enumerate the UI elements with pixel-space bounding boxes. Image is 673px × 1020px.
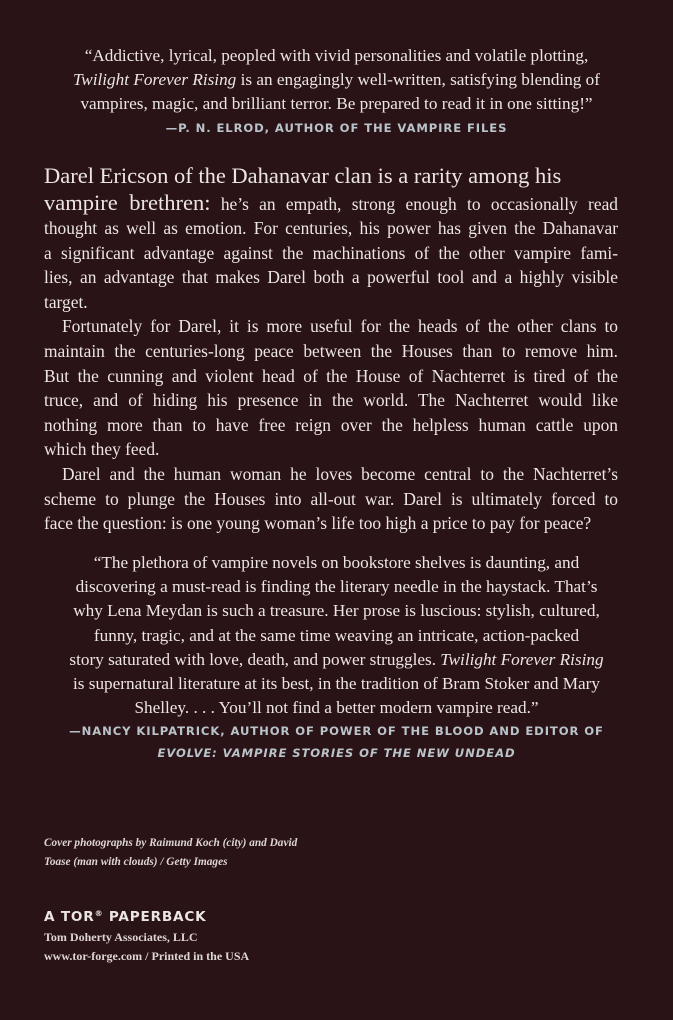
book-title-italic: Twilight Forever Rising (440, 649, 604, 669)
description-lead-line: Darel Ericson of the Dahanavar clan is a rarity among his (44, 163, 562, 188)
description-line: truce, and of hiding his presence in the world. The Nachterret would like (44, 390, 618, 411)
book-description (44, 162, 618, 536)
quote-line: why Lena Meydan is such a treasure. Her prose is luscious: stylish, cultured, (73, 601, 600, 621)
credit-line: Toase (man with clouds) / Getty Images (44, 856, 228, 868)
description-line: scheme to plunge the Houses into all-out war. Darel is ultimately forced to (44, 488, 618, 509)
book-title-italic: Twilight Forever Rising (72, 70, 237, 89)
quote-line: “The plethora of vampire novels on bookstore shelves is daunting, and (93, 553, 580, 572)
quote-line: “Addictive, lyrical, peopled with vivid personalities and volatile plotting, (84, 46, 589, 65)
description-line: But the cunning and violent head of the House of Nachterret is tired of the (44, 365, 618, 386)
description-line: thought as well as emotion. For centuries, his power has given the Dahanavar (44, 218, 618, 238)
publisher-website: www.tor-forge.com / Printed in the USA (44, 949, 250, 963)
description-line: nothing more than to have free reign over the helpless human cattle upon (44, 414, 618, 435)
description-line: Darel and the human woman he loves become central to the Nachterret’s (62, 463, 618, 484)
imprint-title: A TOR® PAPERBACK (44, 909, 207, 925)
quote-line: Shelley. . . . You’ll not find a better modern vampire read.” (134, 698, 539, 718)
photo-credits (44, 834, 297, 872)
bottom-blurb-attribution-title: EVOLVE: VAMPIRE STORIES OF THE NEW UNDEAD (157, 746, 516, 761)
description-line: Fortunately for Darel, it is more useful for the heads of the other clans to (62, 316, 618, 337)
top-blurb-attribution: —P. N. ELROD, AUTHOR OF THE VAMPIRE FILES (165, 121, 508, 135)
top-blurb-quote (50, 44, 623, 140)
quote-line: vampires, magic, and brilliant terror. Be prepared to read it in one sitting!” (80, 94, 593, 113)
bottom-blurb-attribution: —NANCY KILPATRICK, AUTHOR OF POWER OF THE BLOOD AND EDITOR OF (69, 724, 604, 739)
quote-line: funny, tragic, and at the same time weaving an intricate, action-packed (93, 625, 580, 645)
description-line: which they feed. (44, 439, 160, 460)
description-line: maintain the centuries-long peace between the Houses than to remove him. (44, 340, 618, 361)
publisher-name: Tom Doherty Associates, LLC (44, 930, 198, 944)
bottom-blurb-quote (44, 551, 629, 764)
quote-line: is supernatural literature at its best, in the tradition of Bram Stoker and Mary (73, 674, 600, 694)
credit-line: Cover photographs by Raimund Koch (city) and David (44, 837, 298, 849)
description-line: face the question: is one young woman’s life too high a price to pay for peace? (44, 513, 592, 534)
quote-line: story saturated with love, death, and power struggles. Twilight Forever Rising (69, 649, 604, 669)
quote-line: Twilight Forever Rising is an engagingly well-written, satisfying blending of (72, 70, 600, 89)
description-line: lies, an advantage that makes Darel both a powerful tool and a highly visible (44, 267, 618, 288)
quote-line: discovering a must-read is finding the literary needle in the haystack. That’s (75, 577, 598, 597)
description-line: a significant advantage against the machinations of the other vampire fami- (44, 242, 618, 263)
registered-mark: ® (94, 909, 104, 918)
description-lead-line-2: vampire brethren: he’s an empath, strong enough to occasionally read (44, 190, 618, 215)
description-line: target. (44, 291, 88, 312)
publisher-info (44, 903, 249, 966)
